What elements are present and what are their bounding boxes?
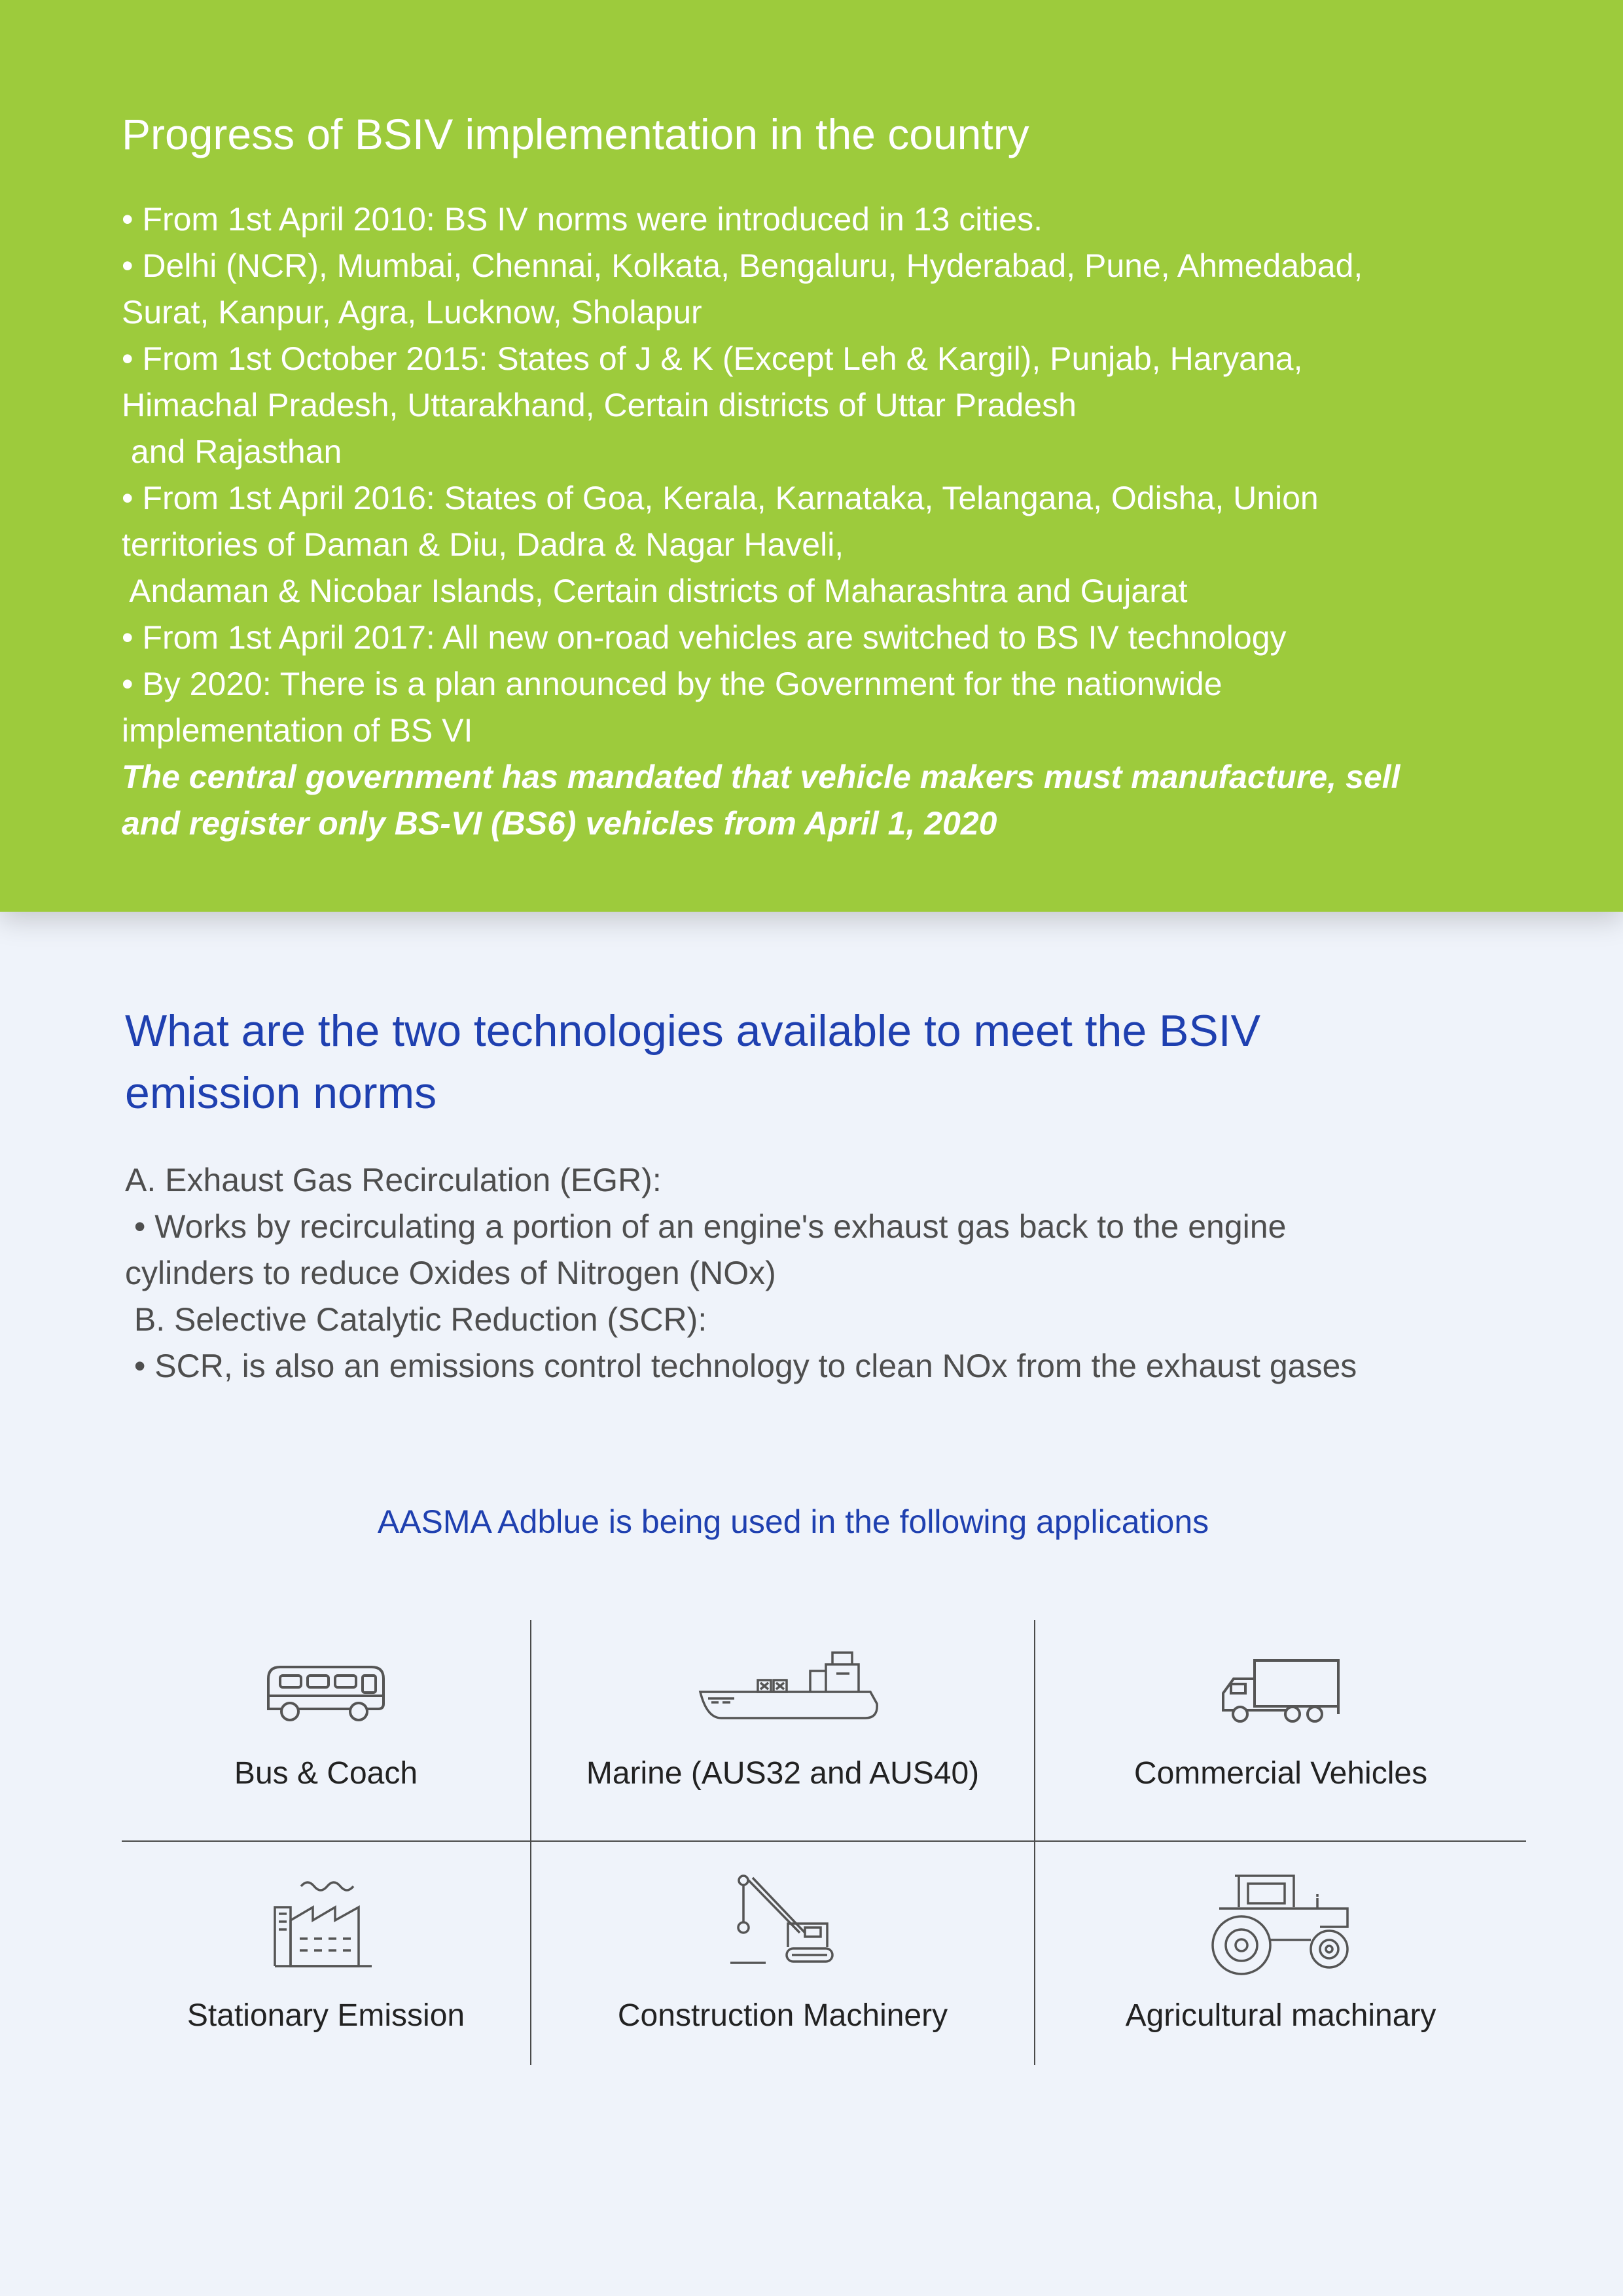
technology-line: • SCR, is also an emissions control technology to clean NOx from the exhaust gases (125, 1348, 1357, 1384)
application-label: Construction Machinery (617, 1998, 948, 2033)
progress-line: • By 2020: There is a plan announced by the Government for the nationwide (122, 666, 1222, 702)
application-label: Marine (AUS32 and AUS40) (586, 1756, 980, 1791)
progress-line: • Delhi (NCR), Mumbai, Chennai, Kolkata, Bengaluru, Hyderabad, Pune, Ahmedabad, (122, 247, 1363, 284)
technologies-title-line: emission norms (125, 1068, 437, 1118)
technologies-body (125, 1157, 1539, 1390)
application-agricultural-machinery (1035, 1842, 1526, 2065)
application-commercial-vehicles (1035, 1620, 1526, 1840)
technology-line: • Works by recirculating a portion of an engine's exhaust gas back to the engine (125, 1208, 1287, 1245)
technology-line: A. Exhaust Gas Recirculation (EGR): (125, 1162, 662, 1198)
progress-line: Himachal Pradesh, Uttarakhand, Certain districts of Uttar Pradesh (122, 387, 1077, 423)
bsiv-progress-panel (0, 0, 1623, 912)
tractor-icon (1196, 1868, 1366, 1979)
application-marine (531, 1620, 1034, 1840)
truck-icon (1215, 1653, 1346, 1731)
technologies-title (125, 1000, 1499, 1124)
applications-title: AASMA Adblue is being used in the following applications (377, 1503, 1209, 1540)
progress-line: • From 1st April 2017: All new on-road vehicles are switched to BS IV technology (122, 619, 1287, 656)
bsiv-progress-title: Progress of BSIV implementation in the country (122, 110, 1029, 158)
application-label: Agricultural machinary (1125, 1998, 1436, 2033)
bus-icon (260, 1653, 391, 1731)
progress-line: • From 1st April 2016: States of Goa, Kerala, Karnataka, Telangana, Odisha, Union (122, 480, 1319, 516)
mandate-note-line: and register only BS-VI (BS6) vehicles from April 1, 2020 (122, 805, 997, 842)
technology-line: cylinders to reduce Oxides of Nitrogen (NOx) (125, 1255, 776, 1291)
application-label: Stationary Emission (187, 1998, 465, 2033)
application-label: Bus & Coach (234, 1756, 418, 1791)
progress-line: implementation of BS VI (122, 712, 473, 749)
progress-line: • From 1st October 2015: States of J & K (Except Leh & Kargil), Punjab, Haryana, (122, 340, 1303, 377)
progress-line: Andaman & Nicobar Islands, Certain districts of Maharashtra and Gujarat (122, 573, 1188, 609)
application-stationary-emission (122, 1842, 530, 2065)
application-label: Commercial Vehicles (1133, 1756, 1428, 1791)
progress-line: • From 1st April 2010: BS IV norms were introduced in 13 cities. (122, 201, 1043, 238)
factory-icon (267, 1874, 385, 1973)
progress-line: Surat, Kanpur, Agra, Lucknow, Sholapur (122, 294, 702, 331)
mandate-note-line: The central government has mandated that vehicle makers must manufacture, sell (122, 759, 1400, 795)
technology-line: B. Selective Catalytic Reduction (SCR): (125, 1301, 707, 1338)
bsiv-progress-list (122, 196, 1509, 847)
ship-icon (695, 1646, 885, 1731)
application-bus-coach (122, 1620, 530, 1840)
crane-icon (724, 1871, 842, 1976)
progress-line: territories of Daman & Diu, Dadra & Nagar Haveli, (122, 526, 844, 563)
technologies-title-line: What are the two technologies available to meet the BSIV (125, 1006, 1260, 1056)
progress-line: and Rajasthan (122, 433, 342, 470)
application-construction-machinery (531, 1842, 1034, 2065)
